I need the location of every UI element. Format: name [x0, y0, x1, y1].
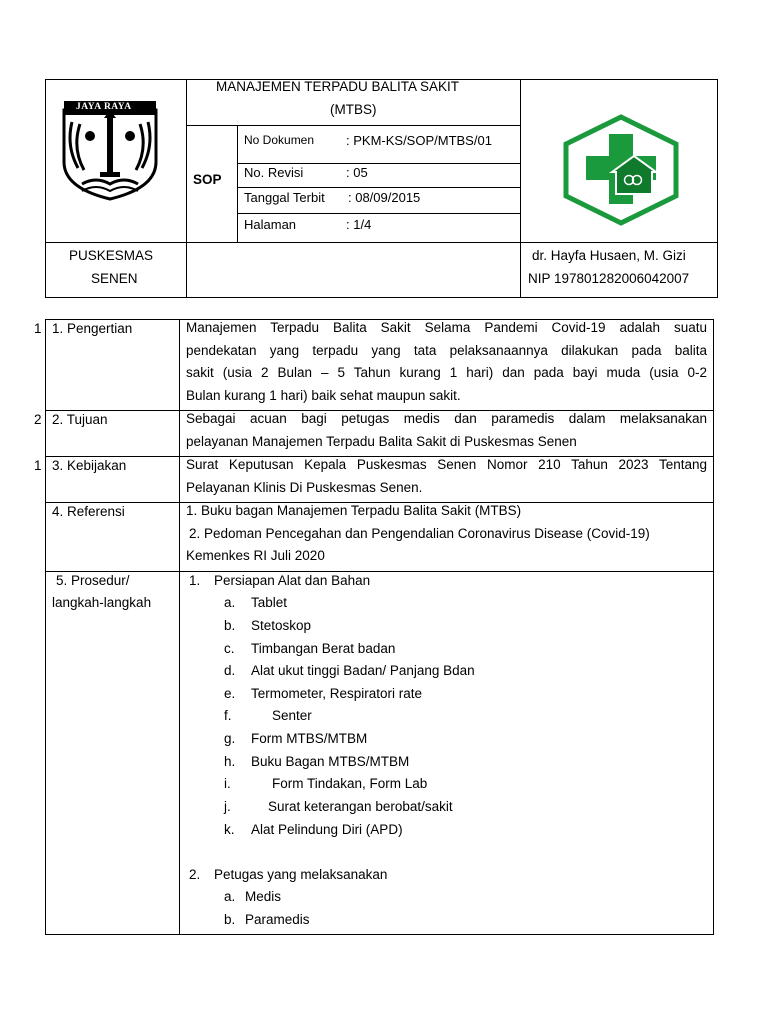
section-label-referensi: 4. Referensi — [52, 504, 125, 519]
list-item-letter: i. — [224, 776, 231, 791]
revision-value: : 05 — [346, 165, 368, 180]
org-name-line2: SENEN — [91, 271, 138, 286]
list-item-letter: b. — [224, 912, 236, 927]
margin-mark: 2 — [34, 412, 42, 427]
page-label: Halaman — [244, 217, 297, 232]
section-text-referensi: 1. Buku bagan Manajemen Terpadu Balita Sakit (MTBS) 2. Pedoman Pencegahan dan Pengendalian Coronavirus Disease (Covid-19) Kemenkes RI Juli 2020 — [186, 503, 650, 564]
signer-name: dr. Hayfa Husaen, M. Gizi — [532, 248, 686, 263]
step-number: 1. — [189, 573, 201, 588]
signer-nip: NIP 197801282006042007 — [528, 271, 690, 286]
emblem-text: JAYA RAYA — [76, 102, 132, 112]
list-item-letter: a. — [224, 595, 236, 610]
issue-date-label: Tanggal Terbit — [244, 190, 325, 205]
section-label-prosedur: 5. Prosedur/ — [56, 573, 130, 588]
list-item-text: Alat ukut tinggi Badan/ Panjang Bdan — [251, 663, 475, 678]
list-item-letter: a. — [224, 889, 236, 904]
section-label-langkah: langkah-langkah — [52, 595, 152, 610]
document-title-line2: (MTBS) — [330, 102, 377, 117]
list-item-text: Senter — [272, 708, 312, 723]
list-item-text: Timbangan Berat badan — [251, 641, 396, 656]
margin-mark: 1 — [34, 458, 42, 473]
list-item-text: Tablet — [251, 595, 288, 610]
list-item-letter: e. — [224, 686, 236, 701]
org-name-line1: PUSKESMAS — [69, 248, 154, 263]
list-item-letter: c. — [224, 641, 235, 656]
list-item-text: Form MTBS/MTBM — [251, 731, 368, 746]
list-item-text: Medis — [245, 889, 282, 904]
list-item-text: Form Tindakan, Form Lab — [272, 776, 428, 791]
issue-date-value: : 08/09/2015 — [348, 190, 421, 205]
list-item-letter: k. — [224, 822, 235, 837]
step-number: 2. — [189, 867, 201, 882]
list-item-text: Termometer, Respiratori rate — [251, 686, 423, 701]
document-title-line1: MANAJEMEN TERPADU BALITA SAKIT — [216, 79, 460, 94]
page-value: : 1/4 — [346, 217, 372, 232]
step-title: Persiapan Alat dan Bahan — [214, 573, 371, 588]
section-text-tujuan: Sebagai acuan bagi petugas medis dan paramedis dalam melaksanakan pelayanan Manajemen Terpadu Balita Sakit di Puskesmas Senen — [186, 411, 707, 449]
list-item-letter: b. — [224, 618, 236, 633]
section-label-kebijakan: 3. Kebijakan — [52, 458, 127, 473]
list-item-letter: d. — [224, 663, 236, 678]
list-item-text: Buku Bagan MTBS/MTBM — [251, 754, 410, 769]
step-title: Petugas yang melaksanakan — [214, 867, 388, 882]
list-item-text: Alat Pelindung Diri (APD) — [251, 822, 403, 837]
list-item-text: Stetoskop — [251, 618, 312, 633]
jaya-raya-emblem-icon — [60, 96, 160, 201]
section-text-kebijakan: Surat Keputusan Kepala Puskesmas Senen Nomor 210 Tahun 2023 Tentang Pelayanan Klinis Di Puskesmas Senen. — [186, 457, 707, 495]
list-item-letter: g. — [224, 731, 236, 746]
margin-mark: 1 — [34, 321, 42, 336]
list-item-letter: j. — [224, 799, 231, 814]
list-item-letter: h. — [224, 754, 236, 769]
list-item-letter: f. — [224, 708, 232, 723]
revision-label: No. Revisi — [244, 165, 304, 180]
doc-number-label: No Dokumen — [244, 133, 315, 147]
puskesmas-cross-house-icon — [562, 114, 680, 226]
list-item-text: Surat keterangan berobat/sakit — [268, 799, 453, 814]
sop-label: SOP — [193, 172, 222, 187]
section-text-pengertian: Manajemen Terpadu Balita Sakit Selama Pandemi Covid-19 adalah suatu pendekatan yang terpadu yang tata pelaksanaannya dilakukan pada balita sakit (usia 2 Bulan – 5 Tahun kurang 1 hari) dan pada bayi muda (usia 0-2 Bulan kurang 1 hari) baik sehat maupun sakit. — [186, 320, 707, 404]
list-item-text: Paramedis — [245, 912, 310, 927]
section-label-pengertian: 1. Pengertian — [52, 321, 133, 336]
doc-number-value: : PKM-KS/SOP/MTBS/01 — [346, 133, 492, 148]
section-label-tujuan: 2. Tujuan — [52, 412, 108, 427]
